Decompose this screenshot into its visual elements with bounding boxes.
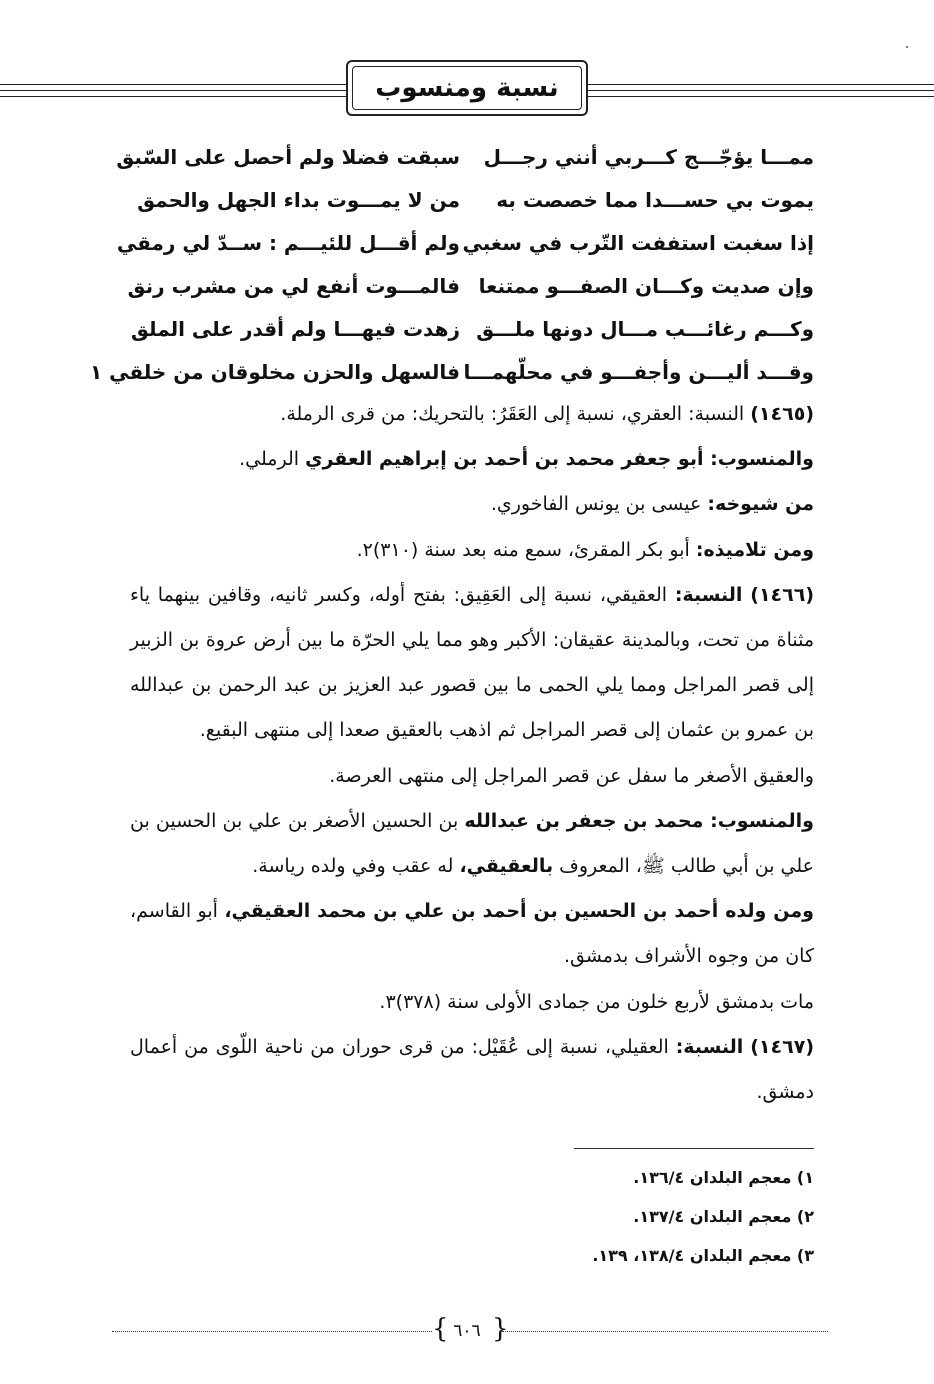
brace-right-icon: } — [492, 1314, 509, 1344]
label: النسبة: — [675, 1035, 744, 1058]
text: أبو بكر المقرئ، سمع منه بعد سنة (٣١٠)٢. — [356, 538, 696, 561]
entry-1465-talamidh — [130, 528, 814, 573]
text: الرملي. — [239, 448, 306, 471]
scan-speck — [906, 46, 908, 48]
verse — [130, 308, 814, 351]
text: والعقيق الأصغر ما سفل عن قصر المراجل إلى منتهى العرصة. — [329, 764, 814, 787]
verse-first-hemistich: ممـــا يؤجّـــج كـــربي أنني رجـــل — [483, 145, 814, 169]
entry-number: (١٤٦٥) — [750, 403, 814, 425]
verse-first-hemistich: يموت بي حســـدا مما خصصت به — [496, 188, 814, 212]
verse-first-hemistich: وكـــم رغائـــب مـــال دونها ملـــق — [476, 317, 814, 341]
text: العقيقي، نسبة إلى العَقِيق: بفتح أوله، وكسر ثانيه، وقافين بينهما ياء مثناة من تحت، وبالمدينة عقيقان: الأكبر وهو مما يلي الحرّة ما بين أرض عروة بن الزبير إلى قصر المراجل ومما يلي الحمى ما بين قصور عبد العزيز بن عبد الرحمن بن عبدالله بن عمرو بن عثمان إلى قصر المراجل ثم اذهب بالعقيق صعدا إلى منتهى البقيع. — [130, 583, 814, 742]
entry-1467-nisba — [130, 1025, 814, 1115]
text: العقيلي، نسبة إلى عُقَيْل: من قرى حوران من ناحية اللّوى من أعمال دمشق. — [130, 1035, 814, 1104]
footer-rule-left — [112, 1331, 432, 1332]
label: من شيوخه: — [707, 493, 814, 516]
verse — [116, 222, 814, 265]
verse — [127, 265, 814, 308]
label: والمنسوب: — [710, 448, 814, 471]
entry-1465-shuyukh — [130, 482, 814, 527]
footnote: ٢) معجم البلدان ١٣٧/٤. — [633, 1207, 814, 1226]
verse-second-hemistich: سبقت فضلا ولم أحصل على السّبق — [116, 145, 460, 169]
brace-left-icon: { — [432, 1314, 449, 1344]
verse — [130, 179, 814, 222]
verse-first-hemistich: وقـــد أليـــن وأجفـــو في محلّهمـــا — [463, 360, 814, 384]
entry-1466-nisba — [130, 573, 814, 754]
entry-1466-note — [130, 754, 814, 799]
verse-second-hemistich: فالمـــوت أنفع لي من مشرب رنق — [127, 274, 460, 298]
header-title-box — [346, 60, 588, 116]
verse-first-hemistich: وإن صديت وكـــان الصفـــو ممتنعا — [478, 274, 814, 298]
entry-number: (١٤٦٦) — [750, 583, 815, 606]
label: النسبة: — [674, 583, 743, 606]
label: النسبة: — [688, 403, 745, 425]
verse-second-hemistich: فالسهل والحزن مخلوقان من خلقي ١ — [89, 360, 460, 384]
text: مات بدمشق لأربع خلون من جمادى الأولى سنة (٣٧٨)٣. — [379, 990, 814, 1013]
footnotes — [430, 1158, 814, 1275]
verse — [89, 351, 814, 394]
page-number: ٦٠٦ — [453, 1321, 481, 1341]
entry-1466-descendant — [130, 889, 814, 979]
text: محمد بن جعفر بن عبدالله — [464, 809, 711, 832]
verse-second-hemistich: من لا يمـــوت بداء الجهل والحمق — [137, 188, 460, 212]
verse-first-hemistich: إذا سغبت استففت التّرب في سغبي — [462, 231, 814, 255]
entry-1465-mansub — [130, 437, 814, 482]
label: ومن ولده أحمد بن الحسين بن أحمد بن علي بن محمد العقيقي، — [224, 900, 814, 923]
text: عيسى بن يونس الفاخوري. — [490, 493, 708, 516]
body-text — [130, 392, 814, 1115]
entry-number: (١٤٦٧) — [750, 1035, 814, 1058]
text: أبو القاسم، كان من وجوه الأشراف بدمشق. — [130, 900, 814, 968]
text: بالعقيقي، — [459, 855, 554, 878]
footer-rule-right — [502, 1331, 828, 1332]
footnote-separator — [574, 1148, 814, 1149]
verse-second-hemistich: زهدت فيهـــا ولم أقدر على الملق — [131, 317, 460, 341]
footnote: ٣) معجم البلدان ١٣٨/٤، ١٣٩. — [592, 1246, 814, 1265]
entry-1465-nisba — [130, 392, 814, 437]
header-title-frame — [352, 66, 582, 110]
label: ومن تلاميذه: — [695, 538, 814, 561]
footnote: ١) معجم البلدان ١٣٦/٤. — [633, 1168, 814, 1187]
text: بن الحسين الأصغر بن علي بن الحسين بن علي بن أبي طالب ﷺ، المعروف — [130, 809, 814, 878]
entry-1466-mansub — [130, 799, 814, 889]
text: له عقب وفي ولده رياسة. — [252, 855, 460, 878]
verse-second-hemistich: ولم أقـــل للئيـــم : ســدّ لي رمقي — [116, 231, 460, 255]
verse — [116, 136, 814, 179]
label: والمنسوب: — [710, 809, 814, 832]
page-title: نسبة ومنسوب — [375, 73, 559, 103]
poem — [89, 136, 814, 394]
text: العقري، نسبة إلى العَقَرُ: بالتحريك: من قرى الرملة. — [280, 403, 689, 425]
entry-1466-death — [130, 980, 814, 1025]
text: أبو جعفر محمد بن أحمد بن إبراهيم العقري — [305, 448, 711, 471]
